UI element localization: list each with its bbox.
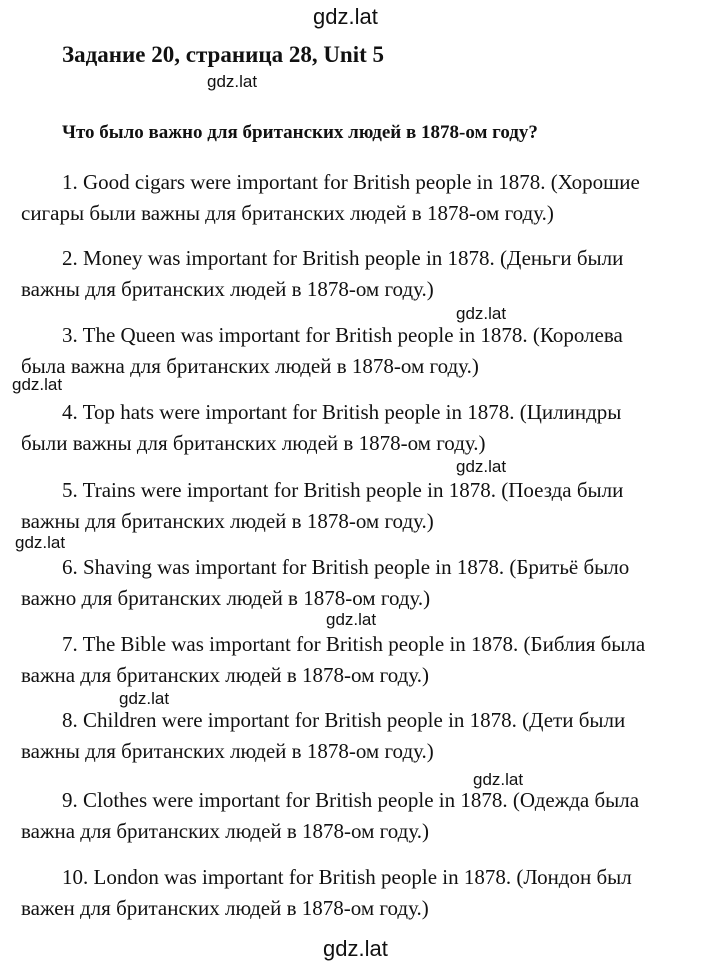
item-line-2: важны для британских людей в 1878-ом году.) (21, 509, 434, 533)
item-line-1: 9. Clothes were important for British people in 1878. (Одежда была (62, 788, 640, 812)
list-item (21, 320, 711, 382)
item-line-1: 10. London was important for British people in 1878. (Лондон был (62, 865, 632, 889)
item-line-2: важно для британских людей в 1878-ом году.) (21, 586, 431, 610)
list-item (21, 629, 711, 691)
watermark: gdz.lat (326, 610, 377, 629)
list-item (21, 785, 711, 847)
watermark: gdz.lat (12, 375, 63, 394)
watermark: gdz.lat (456, 457, 507, 476)
watermark: gdz.lat (456, 304, 507, 323)
item-line-2: важна для британских людей в 1878-ом году.) (21, 819, 429, 843)
list-item (21, 475, 711, 537)
item-line-1: 5. Trains were important for British people in 1878. (Поезда были (62, 478, 624, 502)
watermark: gdz.lat (207, 72, 258, 91)
question-heading: Что было важно для британских людей в 1878-ом году? (62, 122, 538, 143)
item-line-2: важны для британских людей в 1878-ом году.) (21, 739, 434, 763)
item-line-2: важен для британских людей в 1878-ом году.) (21, 896, 429, 920)
item-line-1: 7. The Bible was important for British people in 1878. (Библия была (62, 632, 646, 656)
item-line-1: 4. Top hats were important for British people in 1878. (Цилиндры (62, 400, 622, 424)
item-line-2: была важна для британских людей в 1878-ом году.) (21, 354, 479, 378)
item-line-1: 3. The Queen was important for British people in 1878. (Королева (62, 323, 623, 347)
item-line-1: 6. Shaving was important for British people in 1878. (Бритьё было (62, 555, 630, 579)
item-line-2: были важны для британских людей в 1878-ом году.) (21, 431, 486, 455)
item-line-1: 1. Good cigars were important for British people in 1878. (Хорошие (62, 170, 640, 194)
watermark: gdz.lat (473, 770, 524, 789)
list-item (21, 552, 711, 614)
page-title: Задание 20, страница 28, Unit 5 (62, 42, 385, 67)
item-line-2: важны для британских людей в 1878-ом году.) (21, 277, 434, 301)
list-item (21, 705, 711, 767)
watermark-top: gdz.lat (313, 4, 378, 29)
list-item (21, 397, 711, 459)
list-item (21, 243, 711, 305)
item-line-1: 2. Money was important for British people in 1878. (Деньги были (62, 246, 624, 270)
list-item (21, 862, 711, 924)
watermark-bottom: gdz.lat (323, 936, 388, 961)
item-line-2: сигары были важны для британских людей в 1878-ом году.) (21, 201, 554, 225)
watermark: gdz.lat (15, 533, 66, 552)
item-line-1: 8. Children were important for British people in 1878. (Дети были (62, 708, 626, 732)
list-item (21, 167, 711, 229)
item-line-2: важна для британских людей в 1878-ом году.) (21, 663, 429, 687)
watermark: gdz.lat (119, 689, 170, 708)
